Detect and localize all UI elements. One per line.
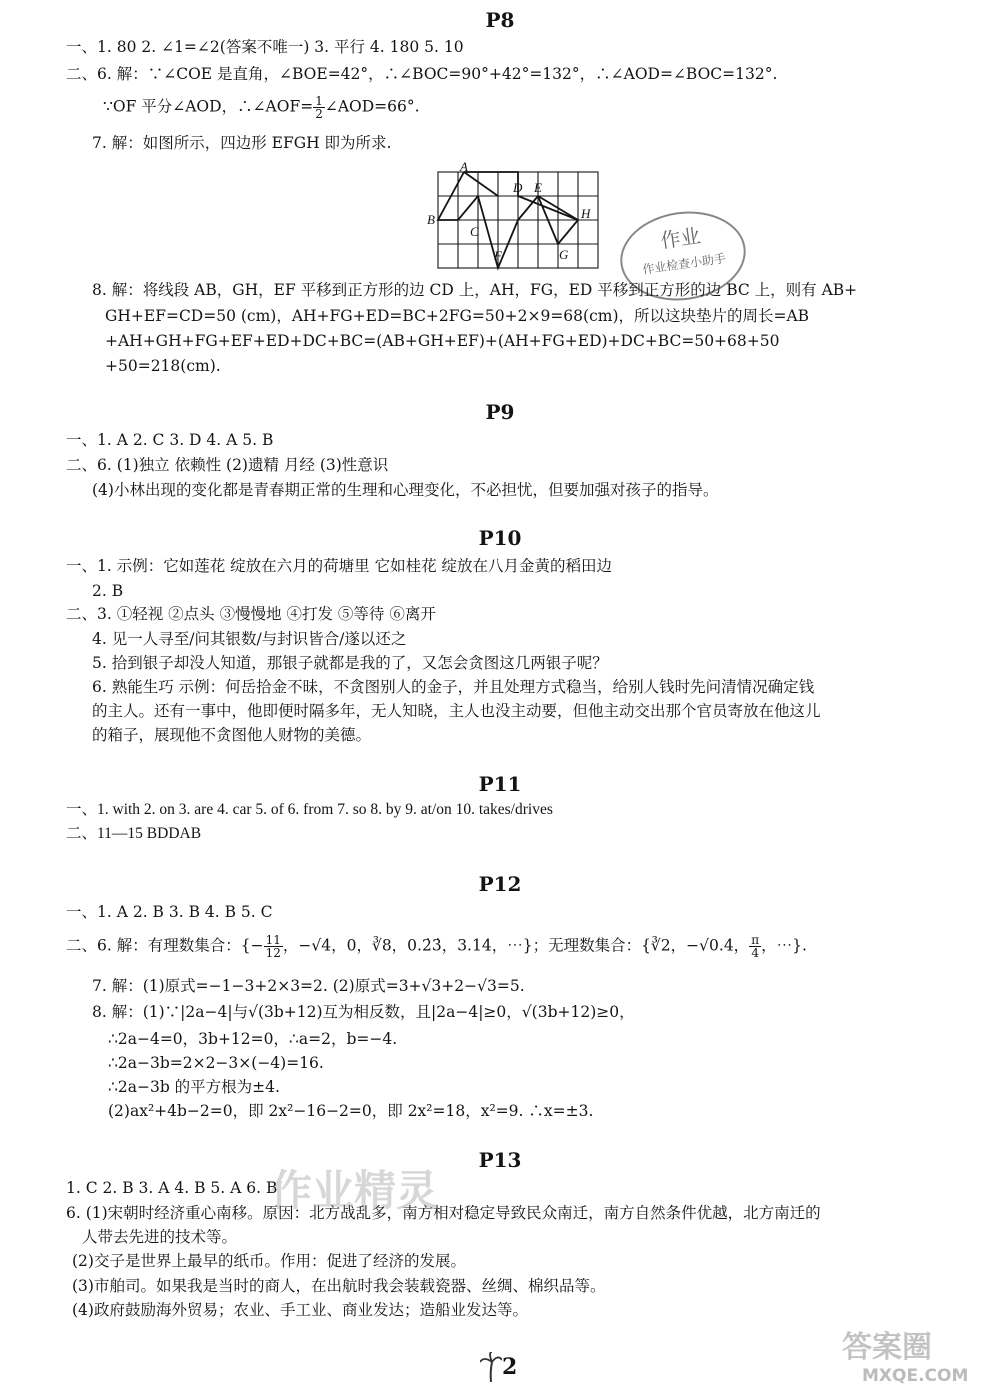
watermark-corner-logo: 答案圈	[842, 1330, 932, 1365]
p10-line-3: 二、3. ①轻视 ②点头 ③慢慢地 ④打发 ⑤等待 ⑥离开	[66, 605, 436, 623]
p12-line-3: 7. 解：(1)原式=−1−3+2×3=2. (2)原式=3+√3+2−√3=5.	[92, 977, 525, 995]
p9-line-3: (4)小林出现的变化都是青春期正常的生理和心理变化，不必担忧，但要加强对孩子的指导。	[92, 481, 719, 499]
p8-line-5: 8. 解：将线段 AB，GH，EF 平移到正方形的边 CD 上，AH，FG，ED 平移到正方形的边 BC 上，则有 AB+	[92, 281, 858, 299]
stamp-top-text: 作业	[659, 223, 702, 253]
grid-label-g: G	[559, 247, 569, 262]
p10-line-2: 2. B	[92, 582, 124, 600]
grid-label-c: C	[470, 224, 479, 239]
p10-line-6: 6. 熟能生巧 示例：何岳拾金不昧，不贪图别人的金子，并且处理方式稳当，给别人钱时先问清情况确定钱	[92, 678, 815, 696]
p12-line-2-b: ，−√4，0，∛8，0.2̇3̇，3.14，⋯}；无理数集合：{∛2，−√0.4，	[282, 936, 750, 955]
p10-line-1: 一、1. 示例：它如莲花 绽放在六月的荷塘里 它如桂花 绽放在八月金黄的稻田边	[66, 557, 612, 575]
p13-line-6: (4)政府鼓励海外贸易；农业、手工业、商业发达；造船业发达等。	[72, 1301, 528, 1319]
p12-line-5: ∴2a−4=0，3b+12=0，∴a=2，b=−4.	[108, 1030, 398, 1048]
fraction-den: 12	[265, 946, 281, 960]
fraction-den: 4	[751, 946, 759, 960]
fraction-num: 1	[315, 94, 323, 108]
section-title-p13: P13	[478, 1148, 522, 1172]
page-number-text: 2	[502, 1354, 518, 1380]
p8-line-3-a: ∵OF 平分∠AOD，∴∠AOF=	[103, 97, 314, 116]
grid-label-e: E	[534, 180, 542, 195]
p10-line-4: 4. 见一人寻至/问其银数/与封识皆合/遂以还之	[92, 630, 407, 648]
p10-line-8: 的箱子，展现他不贪图他人财物的美德。	[92, 726, 372, 744]
p12-line-2	[66, 934, 807, 959]
fraction-11-12	[264, 934, 283, 959]
watermark-mid: 作业精灵	[270, 1166, 439, 1215]
p8-line-2: 二、6. 解：∵∠COE 是直角，∠BOE=42°，∴∠BOC=90°+42°=132°，∴∠AOD=∠BOC=132°.	[66, 65, 778, 83]
grid-label-a: A	[460, 160, 468, 174]
p13-line-3: 人带去先进的技术等。	[82, 1228, 238, 1246]
p8-line-3-b: ∠AOD=66°.	[324, 97, 420, 116]
section-title-p9: P9	[485, 400, 515, 424]
p13-line-2: 6. (1)宋朝时经济重心南移。原因：北方战乱多，南方相对稳定导致民众南迁，南方自然条件优越，北方南迁的	[66, 1204, 821, 1222]
stamp-bottom-text: 作业检查小助手	[641, 251, 727, 277]
watermark-corner-url: MXQE.COM	[862, 1366, 969, 1386]
p9-line-1: 一、1. A 2. C 3. D 4. A 5. B	[66, 431, 274, 449]
p8-line-3	[103, 95, 420, 120]
grid-label-b: B	[427, 212, 435, 227]
p8-line-4: 7. 解：如图所示，四边形 EFGH 即为所求.	[92, 134, 392, 152]
grid-figure	[420, 160, 610, 272]
p10-line-5: 5. 拾到银子却没人知道，那银子就都是我的了，又怎会贪图这几两银子呢？	[92, 654, 608, 672]
grid-label-d: D	[513, 180, 523, 195]
p8-line-6: GH+EF=CD=50 (cm)，AH+FG+ED=BC+2FG=50+2×9=68(cm)，所以这块垫片的周长=AB	[105, 307, 810, 325]
p8-line-1: 一、1. 80 2. ∠1=∠2(答案不唯一) 3. 平行 4. 180 5. 10	[66, 38, 464, 56]
p12-line-6: ∴2a−3b=2×2−3×(−4)=16.	[108, 1054, 324, 1072]
fraction-den: 2	[315, 107, 323, 121]
fraction-pi-4	[749, 934, 761, 959]
p13-line-5: (3)市舶司。如果我是当时的商人，在出航时我会装载瓷器、丝绸、棉织品等。	[72, 1277, 606, 1295]
section-title-p10: P10	[478, 526, 522, 550]
p12-line-2-a: 二、6. 解：有理数集合：{−	[66, 936, 264, 955]
p12-line-2-c: ，⋯}.	[761, 936, 807, 955]
p8-line-8: +50=218(cm).	[105, 357, 221, 375]
p8-line-7: +AH+GH+FG+EF+ED+DC+BC=(AB+GH+EF)+(AH+FG+ED)+DC+BC=50+68+50	[105, 332, 780, 350]
fraction-num: π	[751, 933, 760, 947]
grid-label-f: F	[494, 248, 502, 263]
fraction-num: 11	[265, 933, 281, 947]
grid-label-h: H	[581, 206, 591, 221]
page-number	[480, 1350, 540, 1386]
p12-line-4: 8. 解：(1)∵|2a−4|与√(3b+12)互为相反数，且|2a−4|≥0，√(3b+12)≥0，	[92, 1003, 635, 1021]
p10-line-7: 的主人。还有一事中，他即便时隔多年，无人知晓，主人也没主动要，但他主动交出那个官员寄放在他这儿	[92, 702, 821, 720]
p13-line-1: 1. C 2. B 3. A 4. B 5. A 6. B	[66, 1179, 278, 1197]
p11-line-2: 二、11—15 BDDAB	[66, 825, 202, 842]
p13-line-4: (2)交子是世界上最早的纸币。作用：促进了经济的发展。	[72, 1252, 466, 1270]
section-title-p11: P11	[478, 772, 522, 796]
p11-line-1: 一、1. with 2. on 3. are 4. car 5. of 6. from 7. so 8. by 9. at/on 10. takes/drives	[66, 801, 553, 818]
palm-tree-icon	[480, 1352, 502, 1384]
fraction-half	[313, 95, 325, 120]
p12-line-8: (2)ax²+4b−2=0，即 2x²−16−2=0，即 2x²=18，x²=9. ∴x=±3.	[108, 1102, 594, 1120]
p12-line-1: 一、1. A 2. B 3. B 4. B 5. C	[66, 903, 273, 921]
section-title-p8: P8	[485, 8, 515, 32]
p12-line-7: ∴2a−3b 的平方根为±4.	[108, 1078, 280, 1096]
p9-line-2: 二、6. (1)独立 依赖性 (2)遗精 月经 (3)性意识	[66, 456, 389, 474]
section-title-p12: P12	[478, 872, 522, 896]
